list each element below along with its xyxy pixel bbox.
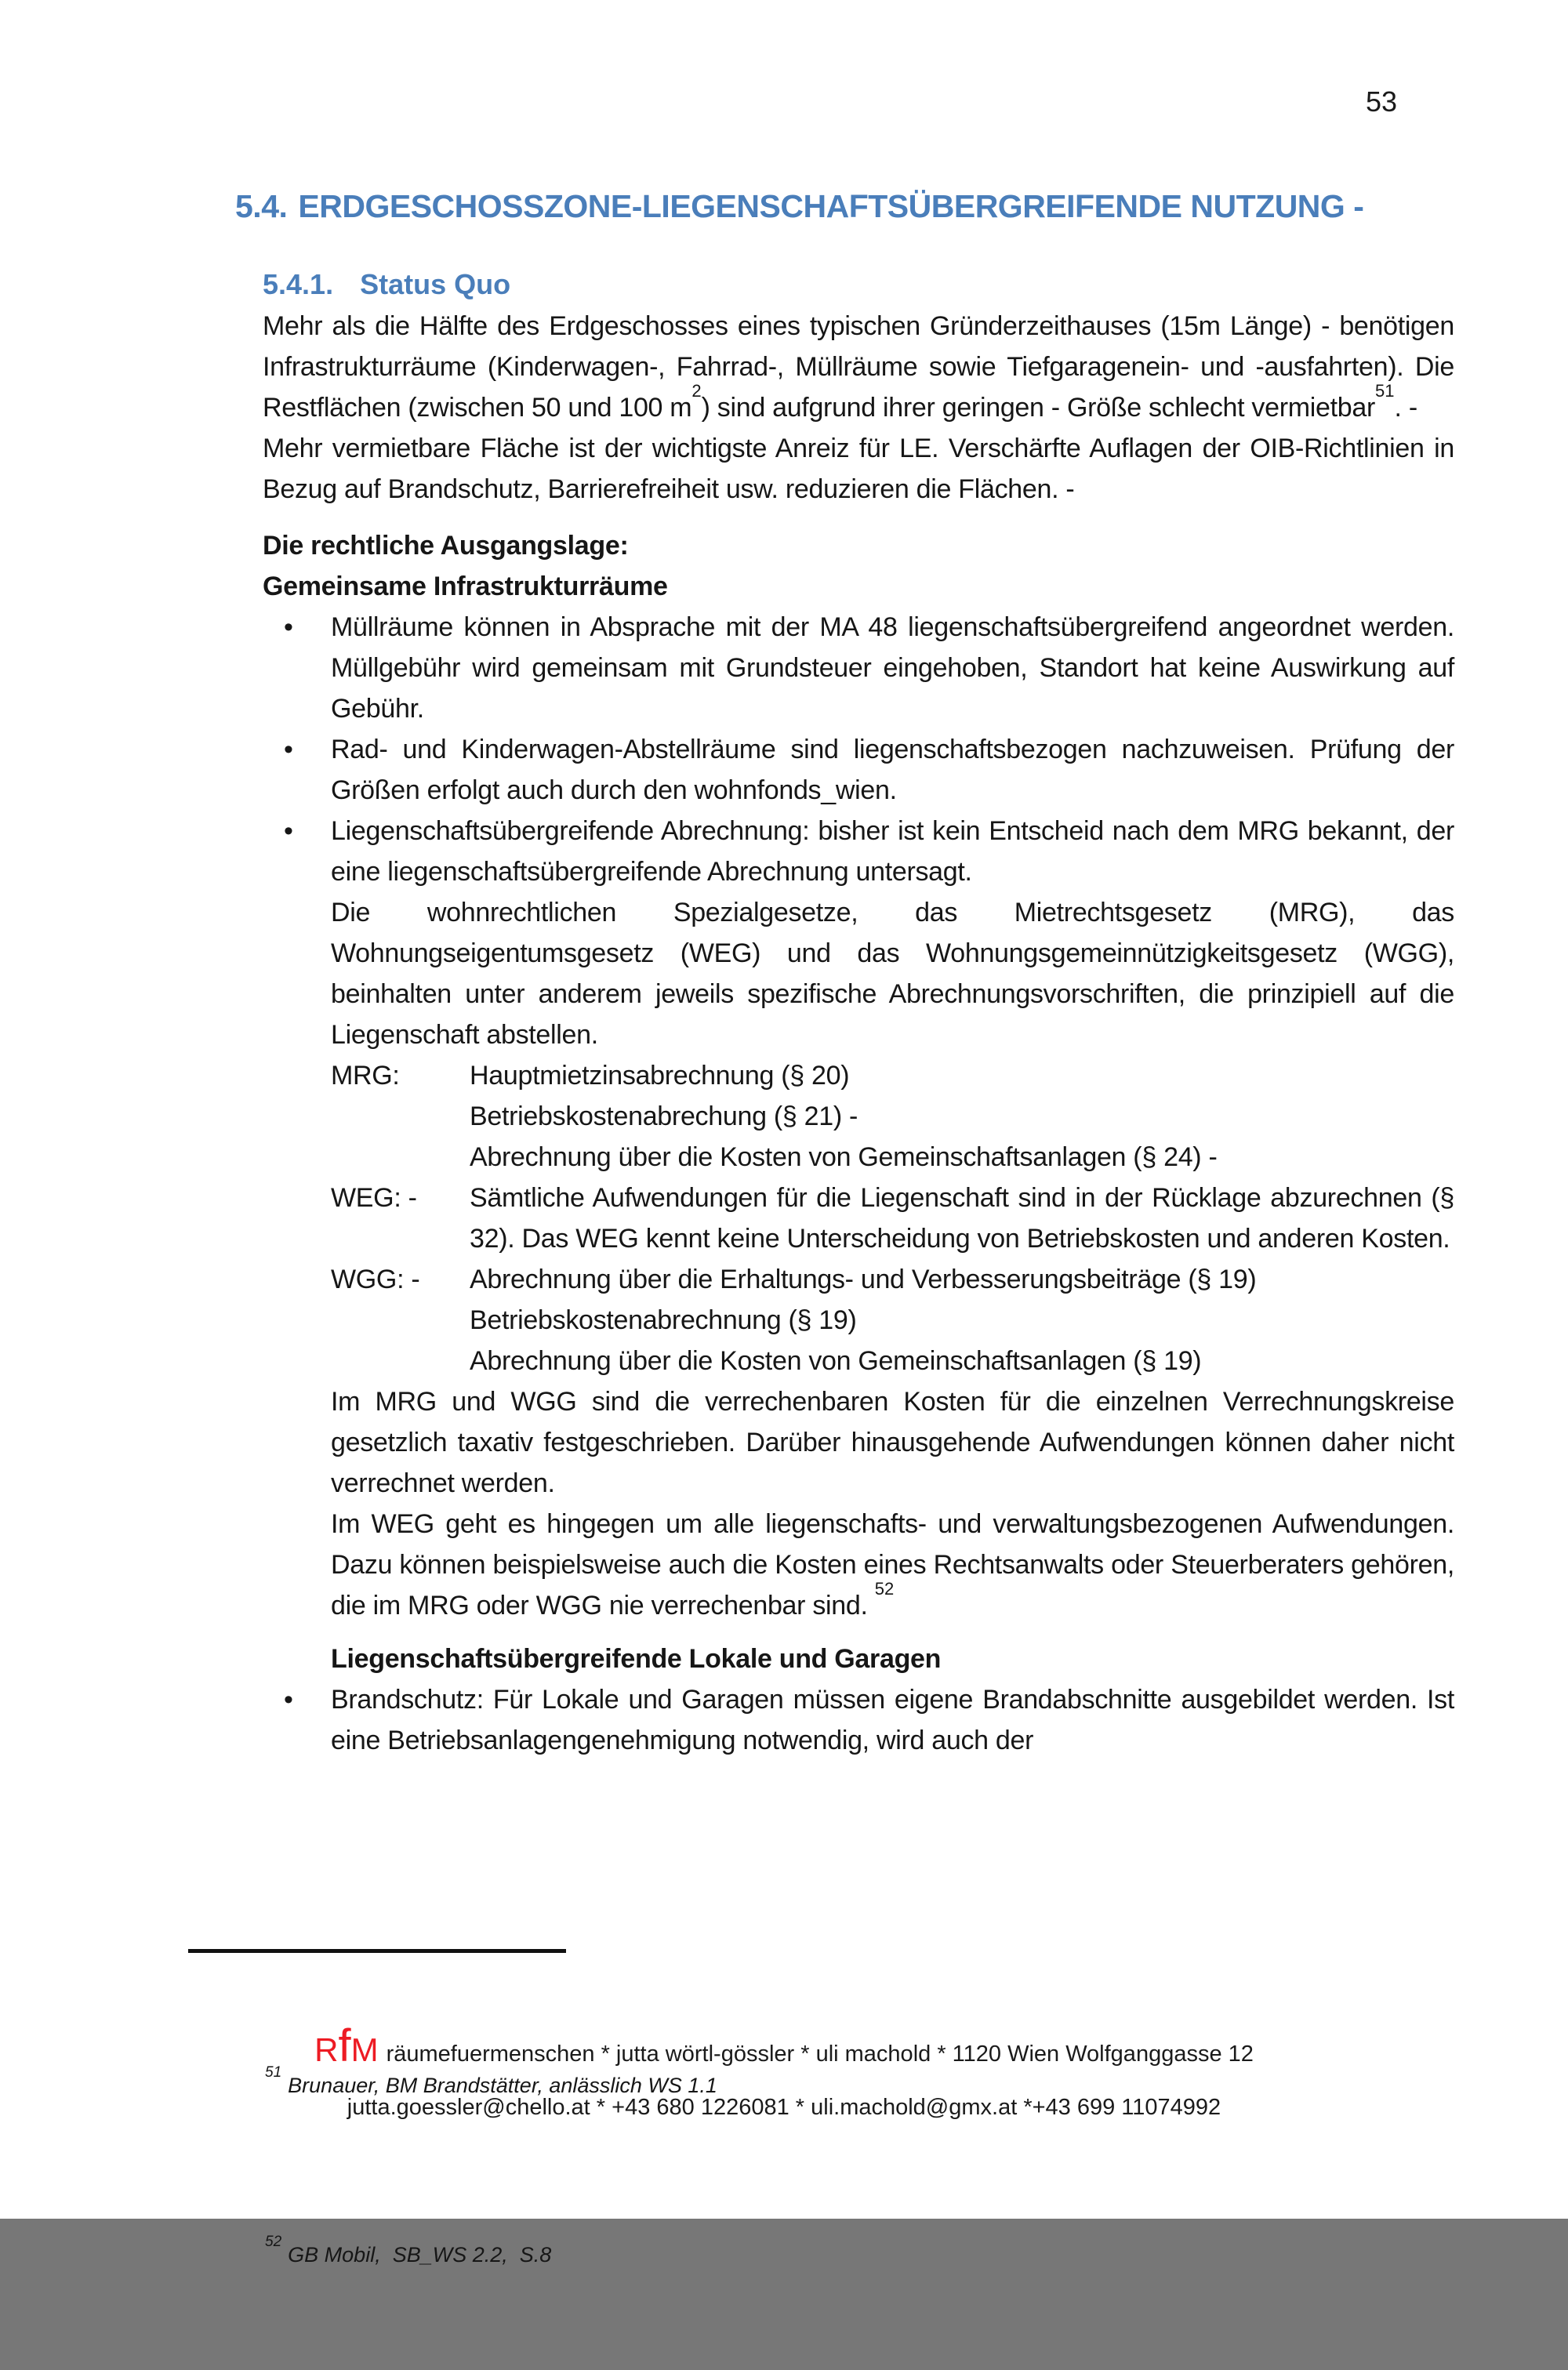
section-title: ERDGESCHOSSZONE-LIEGENSCHAFTSÜBERGREIFENDE NUTZUNG -: [298, 188, 1364, 224]
bullet-item-brandschutz: [263, 1679, 1454, 1761]
bullet-item-abstellraeume: [263, 729, 1454, 811]
footer-line-1: [0, 2020, 1568, 2071]
subsection-title: Status Quo: [360, 268, 511, 300]
bullet-text: Müllräume können in Absprache mit der MA 48 liegenschaftsübergreifend angeordnet werden. Müllgebühr wird gemeinsam mit Grundsteuer eingehoben, Standort hat keine Auswirkung auf Gebühr.: [331, 612, 1454, 724]
law-label: WEG: -: [331, 1183, 417, 1213]
subsection-number: 5.4.1.: [263, 268, 334, 300]
paragraph-intro-1: Mehr als die Hälfte des Erdgeschosses eines typischen Gründerzeithauses (15m Länge) - benötigen Infrastrukturräume (Kinderwagen-, Fahrrad-, Müllräume sowie Tiefgaragenein- und -ausfahrten). Die Restflächen (zwischen 50 und 100 m$^2$) sind aufgrund ihrer geringen - Größe schlecht vermietbar$^{51}$. -: [263, 311, 1454, 423]
law-entry: Abrechnung über die Kosten von Gemeinschaftsanlagen (§ 24) -: [470, 1142, 1218, 1172]
footnote-number: 51: [265, 2064, 282, 2081]
footer-line-2: jutta.goessler@chello.at * +43 680 1226081 * uli.machold@gmx.at *+43 699 11074992: [347, 2095, 1221, 2120]
bullet-icon: •: [284, 1685, 293, 1715]
law-entry: Betriebskostenabrechnung (§ 19): [470, 1305, 857, 1335]
law-label: WGG: -: [331, 1265, 420, 1294]
section-number: 5.4.: [235, 188, 288, 224]
page-footer: [0, 2020, 1568, 2121]
rfm-logo: RfM: [314, 2020, 379, 2071]
status-quo-section: [263, 306, 1454, 1761]
footnote-text: Brunauer, BM Brandstätter, anlässlich WS 1.1: [288, 2074, 717, 2097]
law-item-mrg: [331, 1055, 1454, 1178]
footnote-area: [188, 1949, 1207, 2370]
bullet-text: Liegenschaftsübergreifende Abrechnung: bisher ist kein Entscheid nach dem MRG bekannt, der eine liegenschaftsübergreifende Abrechnung untersagt.: [331, 816, 1454, 887]
lokale-heading: Liegenschaftsübergreifende Lokale und Garagen: [331, 1644, 942, 1674]
law-entry: Abrechnung über die Erhaltungs- und Verbesserungsbeiträge (§ 19): [470, 1265, 1257, 1294]
footnote-separator: [188, 1949, 566, 1953]
footnote-ref-51: 51: [1375, 380, 1395, 401]
bullet-text: Rad- und Kinderwagen-Abstellräume sind liegenschaftsbezogen nachzuweisen. Prüfung der Größen erfolgt auch durch den wohnfonds_wien.: [331, 735, 1454, 805]
section-heading: [235, 187, 1454, 226]
superscript-m2: 2: [691, 380, 702, 401]
paragraph-weg: Im WEG geht es hingegen um alle liegenschafts- und verwaltungsbezogenen Aufwendungen. Dazu können beispielsweise auch die Kosten eines Rechtsanwalts oder Steuerberaters gehören, die im MRG oder WGG nie verrechenbar sind. $^{52}$: [331, 1509, 1454, 1621]
page-number: 53: [1365, 85, 1397, 118]
bullet-icon: •: [284, 735, 293, 764]
bullet-icon: •: [284, 816, 293, 846]
law-entry: Betriebskostenabrechung (§ 21) -: [470, 1102, 858, 1131]
legal-heading-2: Gemeinsame Infrastrukturräume: [263, 572, 668, 601]
legal-heading-1: Die rechtliche Ausgangslage:: [263, 531, 629, 561]
law-entry: Hauptmietzinsabrechnung (§ 20): [470, 1061, 850, 1091]
law-item-weg: [331, 1178, 1454, 1259]
bullet-item-muellraeume: [263, 607, 1454, 729]
footnote-ref-52: 52: [874, 1578, 895, 1599]
bullet-item-abrechnung: [263, 811, 1454, 892]
law-label: MRG:: [331, 1061, 400, 1091]
footnote-number: 52: [265, 2234, 282, 2250]
paragraph-intro-2: Mehr vermietbare Fläche ist der wichtigste Anreiz für LE. Verschärfte Auflagen der OIB-Richtlinien in Bezug auf Brandschutz, Barrierefreiheit usw. reduzieren die Flächen. -: [263, 434, 1454, 504]
law-item-wgg: [331, 1259, 1454, 1381]
footnote-52: [218, 2201, 1207, 2304]
law-entry: Sämtliche Aufwendungen für die Liegenschaft sind in der Rücklage abzurechnen (§ 32). Das WEG kennt keine Unterscheidung von Betriebskosten und anderen Kosten.: [470, 1183, 1454, 1254]
subsection-heading: [263, 267, 1454, 303]
law-list: [331, 1055, 1454, 1381]
footer-address: räumefuermenschen * jutta wörtl-gössler * uli machold * 1120 Wien Wolfganggasse 12: [386, 2042, 1254, 2067]
bullet-icon: •: [284, 612, 293, 642]
footnote-text: GB Mobil, SB_WS 2.2, S.8: [288, 2243, 552, 2267]
paragraph-mrg-wgg: Im MRG und WGG sind die verrechenbaren Kosten für die einzelnen Verrechnungskreise gesetzlich taxativ festgeschrieben. Darüber hinausgehende Aufwendungen können daher nicht verrechnet werden.: [331, 1387, 1454, 1498]
law-entry: Abrechnung über die Kosten von Gemeinschaftsanlagen (§ 19): [470, 1346, 1202, 1376]
paragraph-spezialgesetze: Die wohnrechtlichen Spezialgesetze, das Mietrechtsgesetz (MRG), das Wohnungseigentumsgesetz (WEG) und das Wohnungsgemeinnützigkeitsgesetz (WGG), beinhalten unter anderem jeweils spezifische Abrechnungsvorschriften, die prinzipiell auf die Liegenschaft abstellen.: [331, 898, 1454, 1050]
bullet-text: Brandschutz: Für Lokale und Garagen müssen eigene Brandabschnitte ausgebildet werden. Ist eine Betriebsanlagengenehmigung notwendig, wird auch der: [331, 1685, 1454, 1755]
